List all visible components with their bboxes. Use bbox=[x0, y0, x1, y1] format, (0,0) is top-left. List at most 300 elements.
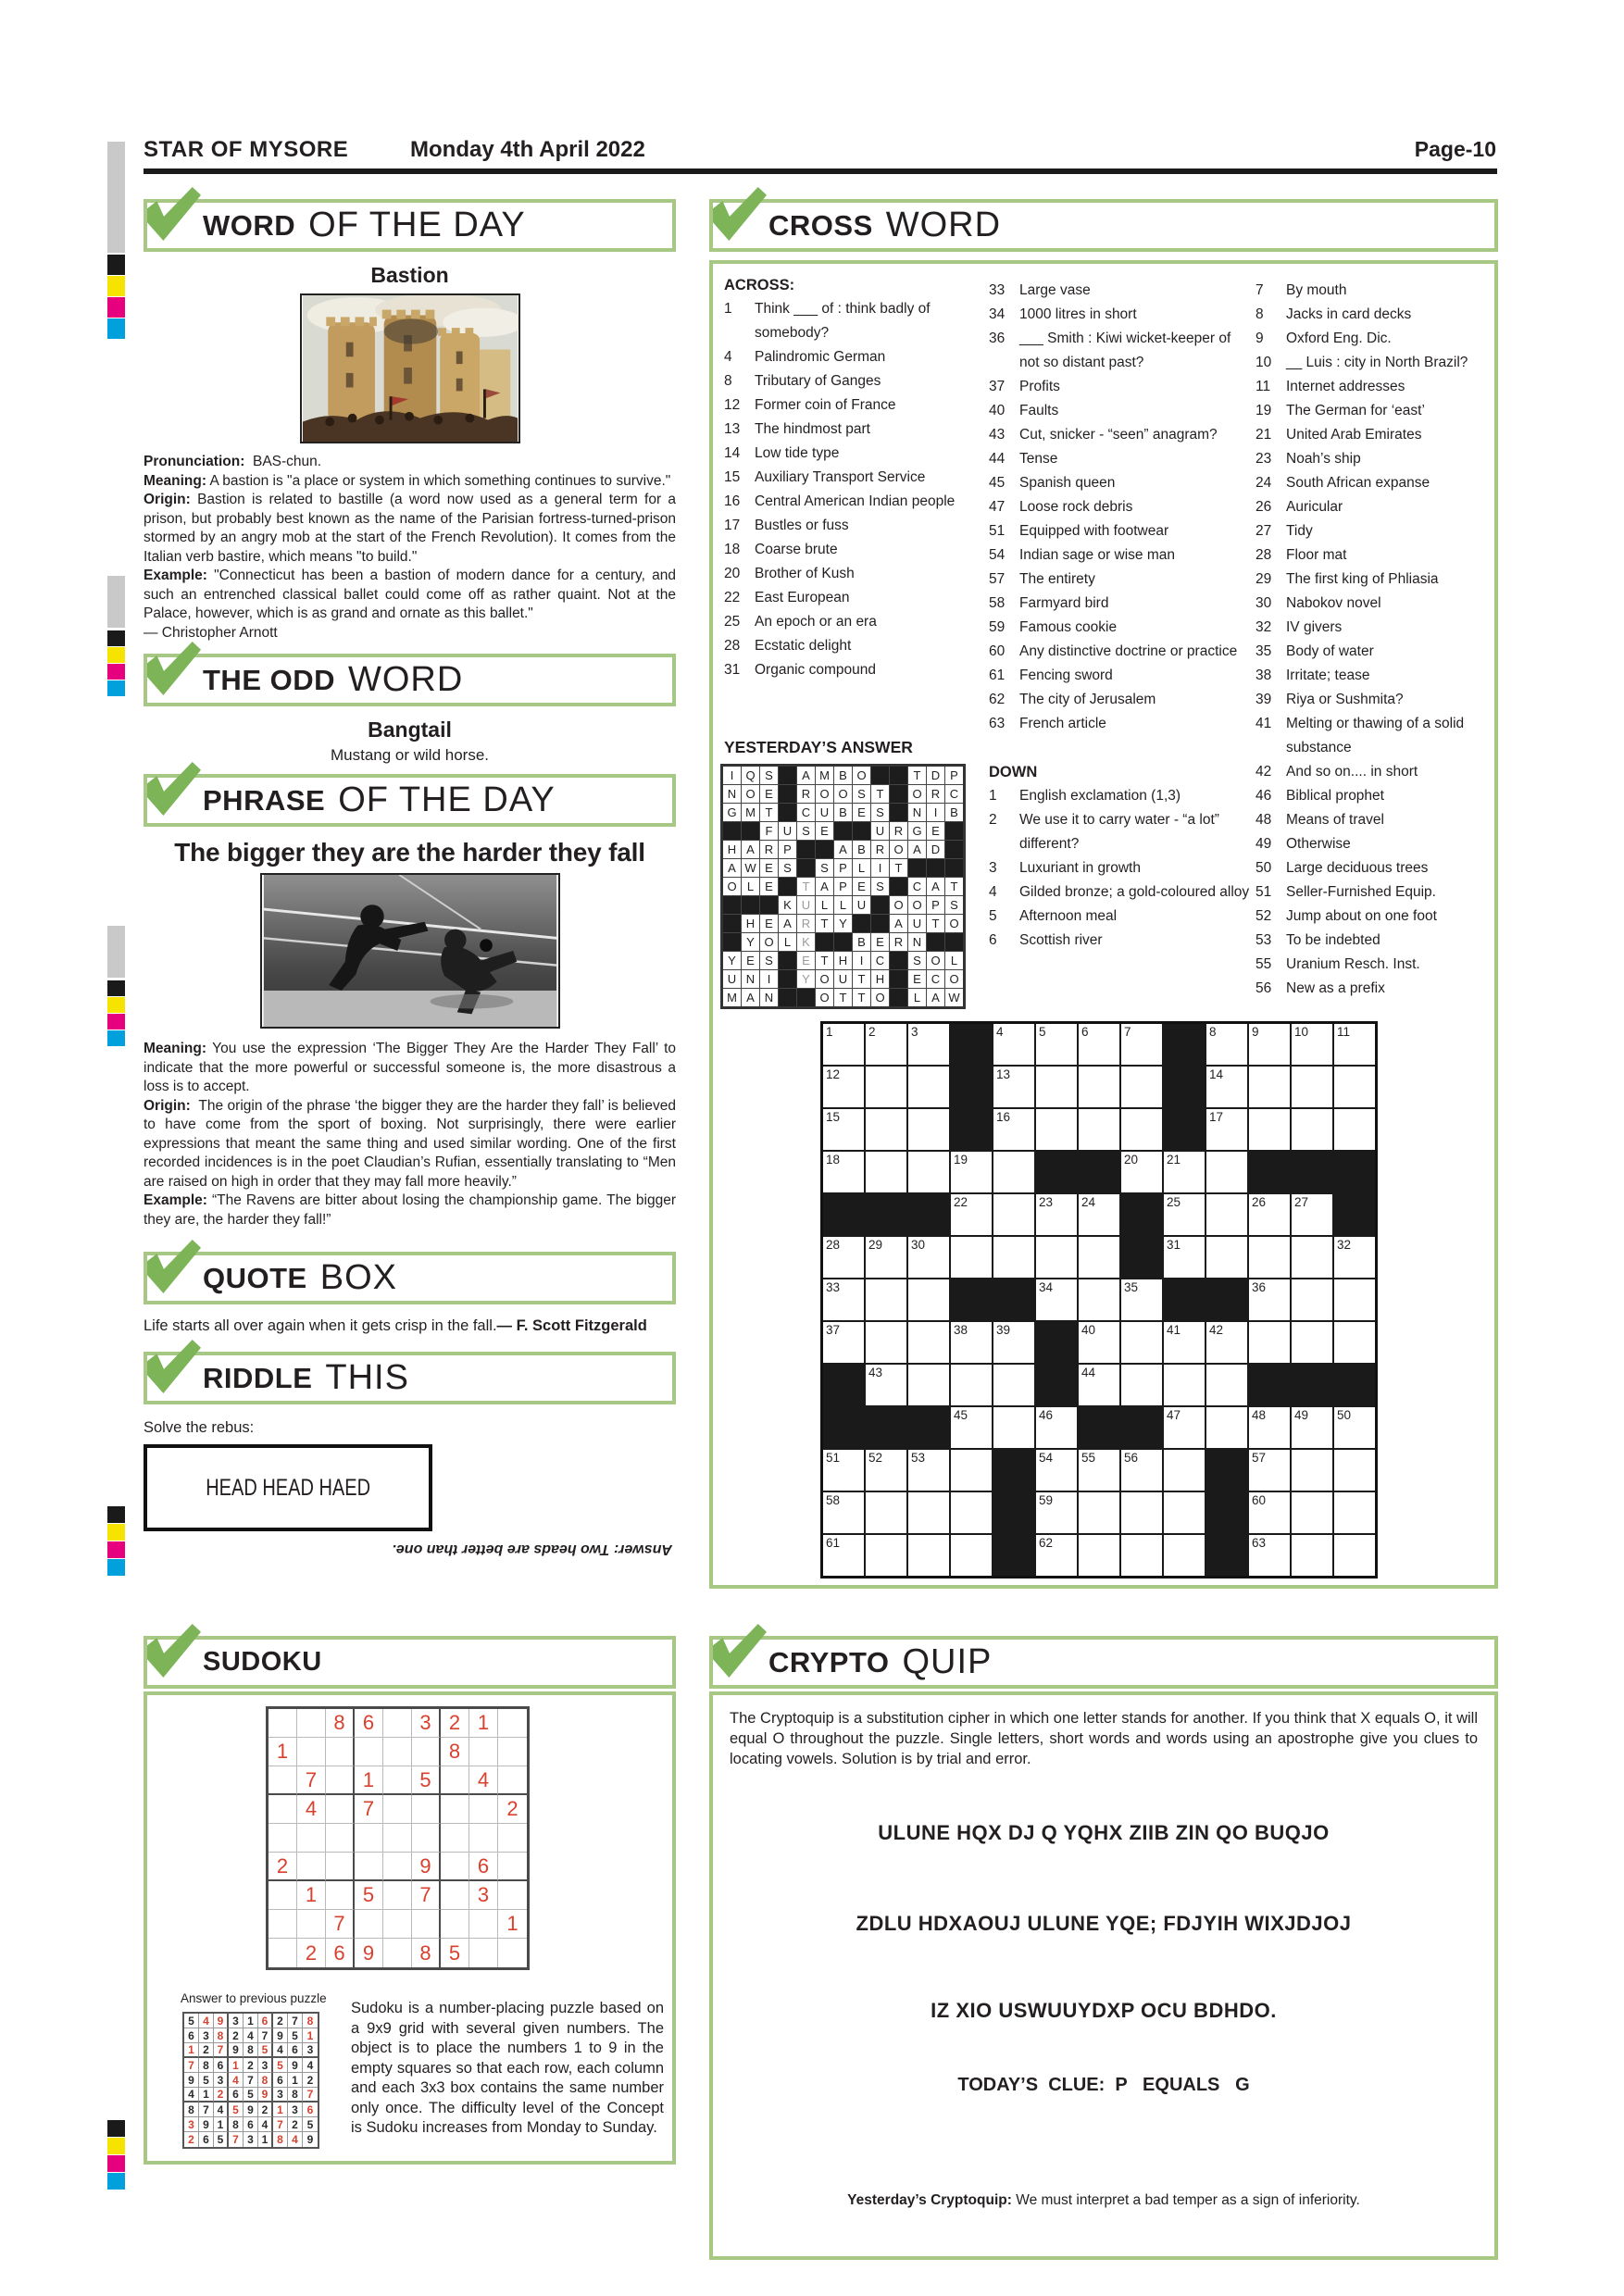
crossword-cell bbox=[993, 1194, 1034, 1235]
clue-text: Coarse brute bbox=[755, 542, 838, 557]
sudoku-cell: 4 bbox=[297, 1795, 326, 1824]
issue-date: Monday 4th April 2022 bbox=[410, 137, 645, 162]
crossword-clue bbox=[1255, 303, 1493, 327]
crossword-cell-number: 49 bbox=[1294, 1408, 1309, 1422]
crossword-cell bbox=[908, 1279, 949, 1320]
yesterday-answer-cell: H bbox=[871, 970, 889, 988]
crossword-cell bbox=[1036, 1322, 1077, 1363]
yesterday-answer-cell: T bbox=[890, 859, 907, 877]
clue-number: 22 bbox=[724, 590, 741, 605]
crossword-cell bbox=[823, 1237, 864, 1278]
clue-number: 6 bbox=[989, 932, 997, 948]
clue-number: 7 bbox=[1255, 282, 1264, 298]
crossword-cell-number: 23 bbox=[1039, 1195, 1054, 1209]
crossword-cell bbox=[1292, 1109, 1332, 1150]
yesterday-answer-cell: T bbox=[816, 952, 833, 969]
crossword-clue bbox=[989, 423, 1250, 447]
clue-text: Oxford Eng. Dic. bbox=[1286, 331, 1392, 346]
sudoku-cell: 3 bbox=[273, 2088, 288, 2103]
crossword-cell bbox=[1164, 1535, 1205, 1576]
sudoku-cell: 9 bbox=[214, 2014, 229, 2028]
sudoku-cell: 7 bbox=[288, 2014, 303, 2028]
clue-number: 58 bbox=[989, 595, 1006, 611]
yesterday-answer-cell: U bbox=[834, 970, 852, 988]
clue-text: The city of Jerusalem bbox=[1019, 692, 1156, 707]
clue-text: Internet addresses bbox=[1286, 379, 1405, 394]
paper-name: STAR OF MYSORE bbox=[144, 137, 349, 162]
crossword-clue bbox=[1255, 447, 1493, 471]
crossword-cell-number: 33 bbox=[826, 1280, 841, 1294]
crossword-cell bbox=[1334, 1109, 1375, 1150]
crossword-cell bbox=[866, 1492, 906, 1533]
yesterday-answer-cell: C bbox=[945, 785, 963, 803]
crossword-cell bbox=[1164, 1322, 1205, 1363]
crossword-cell bbox=[908, 1067, 949, 1107]
clue-text: Bustles or fuss bbox=[755, 518, 849, 533]
yesterday-answer-cell: A bbox=[779, 915, 796, 932]
clue-number: 56 bbox=[1255, 980, 1272, 996]
crossword-cell-number: 12 bbox=[826, 1067, 841, 1081]
crossword-cell-number: 26 bbox=[1252, 1195, 1267, 1209]
yesterday-answer-cell: D bbox=[927, 767, 944, 784]
sudoku-cell: 1 bbox=[258, 2132, 273, 2147]
clue-number: 59 bbox=[989, 619, 1006, 635]
meaning-text: A bastion is "a place or system in which something continues to survive." bbox=[209, 472, 671, 489]
clue-text: Tense bbox=[1019, 451, 1058, 467]
yesterday-answer-cell: O bbox=[760, 933, 778, 951]
clue-text: Indian sage or wise man bbox=[1019, 547, 1176, 563]
crossword-cell bbox=[1249, 1152, 1290, 1192]
crossword-clue bbox=[724, 610, 980, 634]
crossword-cell-number: 4 bbox=[996, 1025, 1004, 1039]
crossword-cell bbox=[993, 1407, 1034, 1448]
sudoku-cell: 5 bbox=[355, 1881, 383, 1910]
sudoku-cell: 3 bbox=[244, 2132, 258, 2147]
yesterday-answer-cell: O bbox=[834, 785, 852, 803]
sudoku-cell: 5 bbox=[199, 2073, 214, 2088]
yesterday-answer-cell: A bbox=[927, 878, 944, 895]
example-text: “The Ravens are bitter about losing the championship game. The bigger they are, the harder they fall!” bbox=[144, 1192, 677, 1228]
odd-word-definition: Mustang or wild horse. bbox=[330, 746, 490, 764]
section-title-bold: PHRASE bbox=[203, 783, 326, 817]
crossword-cell bbox=[908, 1492, 949, 1533]
crossword-cell bbox=[1206, 1024, 1247, 1065]
crossword-cell bbox=[1292, 1407, 1332, 1448]
sudoku-cell: 7 bbox=[273, 2117, 288, 2132]
crossword-cell bbox=[1164, 1024, 1205, 1065]
crossword-cell bbox=[908, 1535, 949, 1576]
quote-body: Life starts all over again when it gets crisp in the fall. bbox=[144, 1317, 497, 1334]
crossword-clue bbox=[1255, 712, 1493, 760]
sudoku-cell: 6 bbox=[244, 2117, 258, 2132]
crossword-cell-number: 59 bbox=[1039, 1493, 1054, 1507]
crossword-cell bbox=[1292, 1535, 1332, 1576]
crossword-cell bbox=[866, 1535, 906, 1576]
crossword-cell bbox=[951, 1152, 992, 1192]
crossword-cell bbox=[1334, 1492, 1375, 1533]
crossword-cell bbox=[1249, 1194, 1290, 1235]
crossword-cell-number: 61 bbox=[826, 1536, 841, 1550]
crossword-cell bbox=[908, 1237, 949, 1278]
sudoku-cell: 3 bbox=[184, 2117, 199, 2132]
sudoku-cell: 2 bbox=[258, 2103, 273, 2117]
crossword-cell-number: 48 bbox=[1252, 1408, 1267, 1422]
section-title-light: BOX bbox=[319, 1258, 397, 1297]
crossword-cell bbox=[866, 1237, 906, 1278]
boxing-photo-image bbox=[260, 873, 560, 1029]
yesterday-answer-cell: S bbox=[760, 952, 778, 969]
crossword-cell-number: 32 bbox=[1337, 1238, 1352, 1252]
sudoku-cell bbox=[297, 1853, 326, 1881]
crossword-cell bbox=[993, 1279, 1034, 1320]
crossword-cell-number: 5 bbox=[1039, 1025, 1046, 1039]
clue-text: Former coin of France bbox=[755, 397, 896, 413]
sudoku-cell: 8 bbox=[199, 2058, 214, 2073]
sudoku-cell: 5 bbox=[244, 2088, 258, 2103]
crossword-cell bbox=[823, 1492, 864, 1533]
yesterday-answer-cell: N bbox=[908, 933, 926, 951]
crossword-cell-number: 15 bbox=[826, 1110, 841, 1124]
clue-number: 15 bbox=[724, 469, 741, 485]
yesterday-answer-cell: P bbox=[927, 896, 944, 914]
clue-number: 49 bbox=[1255, 836, 1272, 852]
crossword-clue bbox=[1255, 375, 1493, 399]
sudoku-cell bbox=[469, 1910, 498, 1939]
sudoku-cell bbox=[469, 1795, 498, 1824]
crossword-cell bbox=[1079, 1237, 1119, 1278]
left-column bbox=[144, 199, 676, 1557]
clue-text: __ Luis : city in North Brazil? bbox=[1286, 355, 1468, 370]
crossword-cell-number: 60 bbox=[1252, 1493, 1267, 1507]
crossword-cell bbox=[1292, 1492, 1332, 1533]
clue-number: 9 bbox=[1255, 331, 1264, 346]
clue-text: And so on.... in short bbox=[1286, 764, 1418, 780]
yesterday-answer-cell: S bbox=[779, 859, 796, 877]
clue-number: 14 bbox=[724, 445, 741, 461]
crossword-cell bbox=[1206, 1109, 1247, 1150]
word-of-day-word: Bastion bbox=[370, 263, 449, 287]
yesterday-answer-cell: P bbox=[779, 841, 796, 858]
yesterday-answer-cell: T bbox=[945, 878, 963, 895]
section-title-bold: THE ODD bbox=[203, 663, 335, 696]
yesterday-answer-cell: A bbox=[890, 915, 907, 932]
crossword-cell bbox=[823, 1067, 864, 1107]
crossword-cell bbox=[993, 1152, 1034, 1192]
crossword-cell bbox=[823, 1194, 864, 1235]
yesterday-answer-cell: G bbox=[908, 822, 926, 840]
yesterday-answer-cell: A bbox=[723, 859, 741, 877]
sudoku-cell bbox=[326, 1795, 355, 1824]
cryptoquip-yesterday-label: Yesterday’s Cryptoquip: bbox=[847, 2192, 1012, 2208]
crossword-clue bbox=[1255, 688, 1493, 712]
crossword-clue bbox=[989, 880, 1250, 905]
sudoku-cell bbox=[412, 1910, 441, 1939]
clue-number: 61 bbox=[989, 668, 1006, 683]
yesterday-answer-cell bbox=[871, 896, 889, 914]
crossword-clue bbox=[989, 471, 1250, 495]
print-calibration-bar bbox=[107, 2120, 125, 2137]
crossword-cell-number: 51 bbox=[826, 1451, 841, 1465]
yesterday-answer-cell bbox=[742, 822, 759, 840]
yesterday-answer-cell: U bbox=[779, 822, 796, 840]
clue-text: Spanish queen bbox=[1019, 475, 1116, 491]
cryptoquip-yesterday bbox=[713, 2192, 1494, 2209]
clue-text: Low tide type bbox=[755, 445, 840, 461]
crossword-cell bbox=[1334, 1535, 1375, 1576]
sudoku-cell: 7 bbox=[229, 2132, 244, 2147]
crossword-cell bbox=[823, 1450, 864, 1491]
crossword-cell-number: 8 bbox=[1209, 1025, 1217, 1039]
sudoku-cell bbox=[441, 1766, 469, 1795]
clue-number: 1 bbox=[989, 788, 997, 804]
sudoku-cell: 2 bbox=[303, 2073, 318, 2088]
sudoku-cell: 8 bbox=[303, 2014, 318, 2028]
yesterday-answer-cell: E bbox=[927, 822, 944, 840]
sudoku-cell: 1 bbox=[269, 1738, 297, 1766]
crossword-clue bbox=[989, 664, 1250, 688]
sudoku-cell: 1 bbox=[229, 2058, 244, 2073]
clue-text: Gilded bronze; a gold-coloured alloy bbox=[1019, 884, 1250, 900]
sudoku-cell: 8 bbox=[214, 2028, 229, 2043]
origin-label: Origin: bbox=[144, 492, 191, 507]
crossword-cell bbox=[1079, 1535, 1119, 1576]
crossword-cell bbox=[866, 1450, 906, 1491]
crossword-clue bbox=[1255, 977, 1493, 1001]
crossword-clue bbox=[724, 490, 980, 514]
clue-text: Think ___ of : think badly of somebody? bbox=[755, 301, 931, 341]
sudoku-cell bbox=[498, 1738, 527, 1766]
sudoku-cell bbox=[383, 1939, 412, 1967]
sudoku-cell bbox=[469, 1824, 498, 1853]
clue-number: 8 bbox=[1255, 306, 1264, 322]
crossword-cell-number: 9 bbox=[1252, 1025, 1259, 1039]
crossword-cell-number: 63 bbox=[1252, 1536, 1267, 1550]
print-calibration-bar bbox=[107, 926, 125, 978]
yesterday-answer-cell: Y bbox=[797, 970, 815, 988]
clue-text: Noah’s ship bbox=[1286, 451, 1361, 467]
origin-text: The origin of the phrase ‘the bigger they are the harder they fall’ is believed to have come from the sport of boxing. Not surprisingly, there were earlier expressions that meant the same thing and used similar wording. One of the first recorded incidences is in the poet Claudian’s Rufian, essentially translating to “Men are raised on high in order that they may fall more heavily.” bbox=[144, 1097, 676, 1190]
crossword-cell bbox=[1036, 1535, 1077, 1576]
down-clue-list bbox=[1255, 279, 1493, 1001]
yesterday-answer-cell: P bbox=[834, 859, 852, 877]
yesterday-answer-cell: F bbox=[760, 822, 778, 840]
across-clues-column-2 bbox=[989, 279, 1250, 953]
crossword-header bbox=[709, 199, 1498, 252]
yesterday-answer-cell: T bbox=[908, 767, 926, 784]
print-calibration-bar bbox=[107, 142, 125, 253]
yesterday-answer-cell: L bbox=[779, 933, 796, 951]
crossword-clue bbox=[724, 393, 980, 418]
clue-text: An epoch or an era bbox=[755, 614, 877, 630]
sudoku-cell bbox=[355, 1738, 383, 1766]
quote-box-header bbox=[144, 1252, 676, 1304]
yesterday-answer-cell: T bbox=[760, 804, 778, 821]
crossword-cell bbox=[866, 1109, 906, 1150]
crossword-cell bbox=[951, 1067, 992, 1107]
crossword-cell-number: 22 bbox=[954, 1195, 968, 1209]
clue-text: Means of travel bbox=[1286, 812, 1384, 828]
yesterday-answer-cell: Q bbox=[742, 767, 759, 784]
clue-number: 1 bbox=[724, 301, 732, 317]
crossword-cell bbox=[1249, 1067, 1290, 1107]
yesterday-answer-cell bbox=[927, 933, 944, 951]
crossword-cell-number: 38 bbox=[954, 1323, 968, 1337]
yesterday-answer-cell: R bbox=[760, 841, 778, 858]
bastille-painting-image bbox=[300, 293, 520, 443]
sudoku-cell: 8 bbox=[326, 1709, 355, 1738]
crossword-clue bbox=[1255, 423, 1493, 447]
yesterday-answer-cell: L bbox=[853, 859, 870, 877]
clue-text: South African expanse bbox=[1286, 475, 1430, 491]
yesterday-answer-cell bbox=[779, 989, 796, 1006]
clue-number: 44 bbox=[989, 451, 1006, 467]
yesterday-answer-cell: G bbox=[723, 804, 741, 821]
crossword-cell-number: 1 bbox=[826, 1025, 833, 1039]
crossword-cell-number: 36 bbox=[1252, 1280, 1267, 1294]
sudoku-cell: 8 bbox=[258, 2073, 273, 2088]
crossword-cell bbox=[1206, 1322, 1247, 1363]
yesterday-answer-cell: B bbox=[834, 767, 852, 784]
clue-text: Faults bbox=[1019, 403, 1059, 418]
yesterdays-answer-grid bbox=[720, 764, 966, 1009]
crossword-cell bbox=[1292, 1450, 1332, 1491]
yesterday-answer-cell: T bbox=[853, 989, 870, 1006]
sudoku-cell: 6 bbox=[199, 2132, 214, 2147]
crossword-clue bbox=[1255, 760, 1493, 784]
clue-text: Auricular bbox=[1286, 499, 1343, 515]
clue-number: 21 bbox=[1255, 427, 1272, 443]
sudoku-cell: 7 bbox=[412, 1881, 441, 1910]
sudoku-cell: 9 bbox=[355, 1939, 383, 1967]
sudoku-cell: 3 bbox=[288, 2103, 303, 2117]
corner-flag-icon bbox=[145, 1340, 203, 1393]
crossword-cell bbox=[1334, 1407, 1375, 1448]
sudoku-cell: 4 bbox=[273, 2043, 288, 2058]
crossword-cell bbox=[1292, 1279, 1332, 1320]
print-calibration-bar bbox=[107, 1014, 125, 1029]
corner-flag-icon bbox=[145, 642, 203, 695]
crossword-cell bbox=[866, 1407, 906, 1448]
sudoku-cell: 6 bbox=[288, 2043, 303, 2058]
yesterday-answer-cell: O bbox=[945, 915, 963, 932]
print-calibration-bar bbox=[107, 980, 125, 996]
clue-text: Large deciduous trees bbox=[1286, 860, 1429, 876]
yesterday-answer-cell: S bbox=[908, 952, 926, 969]
crossword-cell-number: 56 bbox=[1124, 1451, 1139, 1465]
crossword-cell bbox=[1292, 1194, 1332, 1235]
yesterday-answer-cell: I bbox=[853, 952, 870, 969]
crossword-clue bbox=[1255, 519, 1493, 543]
crossword-clue bbox=[1255, 351, 1493, 375]
yesterday-answer-cell: H bbox=[834, 952, 852, 969]
clue-text: Farmyard bird bbox=[1019, 595, 1109, 611]
crossword-clue bbox=[989, 808, 1250, 856]
crossword-cell bbox=[1079, 1322, 1119, 1363]
sudoku-cell: 1 bbox=[244, 2014, 258, 2028]
yesterday-answer-cell: E bbox=[760, 785, 778, 803]
crossword-cell-number: 52 bbox=[868, 1451, 883, 1465]
crossword-cell bbox=[1079, 1194, 1119, 1235]
origin-label: Origin: bbox=[144, 1097, 191, 1114]
crossword-cell-number: 11 bbox=[1337, 1025, 1351, 1039]
clue-text: Brother of Kush bbox=[755, 566, 855, 581]
sudoku-cell: 2 bbox=[214, 2088, 229, 2103]
crossword-cell bbox=[1164, 1152, 1205, 1192]
crossword-cell-number: 31 bbox=[1167, 1238, 1181, 1252]
clue-text: Any distinctive doctrine or practice bbox=[1019, 643, 1238, 659]
yesterday-answer-cell bbox=[871, 767, 889, 784]
crossword-cell-number: 17 bbox=[1209, 1110, 1224, 1124]
yesterday-answer-cell: A bbox=[742, 841, 759, 858]
crossword-cell bbox=[993, 1492, 1034, 1533]
clue-number: 19 bbox=[1255, 403, 1272, 418]
sudoku-answer-grid bbox=[182, 2012, 319, 2149]
clue-text: IV givers bbox=[1286, 619, 1343, 635]
crossword-cell-number: 47 bbox=[1167, 1408, 1181, 1422]
crossword-cell-number: 35 bbox=[1124, 1280, 1139, 1294]
clue-number: 38 bbox=[1255, 668, 1272, 683]
yesterday-answer-cell: E bbox=[853, 804, 870, 821]
sudoku-cell bbox=[498, 1766, 527, 1795]
crossword-cell bbox=[1079, 1109, 1119, 1150]
sudoku-cell: 1 bbox=[184, 2043, 199, 2058]
crossword-clue bbox=[1255, 929, 1493, 953]
sudoku-cell bbox=[469, 1738, 498, 1766]
crossword-cell bbox=[1036, 1450, 1077, 1491]
crossword-clue bbox=[724, 538, 980, 562]
sudoku-cell bbox=[326, 1738, 355, 1766]
yesterday-answer-cell bbox=[723, 822, 741, 840]
yesterday-answer-cell: B bbox=[834, 804, 852, 821]
crossword-cell bbox=[1079, 1024, 1119, 1065]
crossword-cell-number: 41 bbox=[1167, 1323, 1181, 1337]
crossword-clue bbox=[724, 418, 980, 442]
sudoku-cell: 6 bbox=[184, 2028, 199, 2043]
clue-number: 28 bbox=[724, 638, 741, 654]
yesterday-answer-cell: U bbox=[871, 822, 889, 840]
yesterday-answer-cell: O bbox=[908, 785, 926, 803]
crossword-cell bbox=[908, 1322, 949, 1363]
cryptoquip-clue: TODAY’S CLUE: P EQUALS G bbox=[957, 2075, 1250, 2095]
yesterday-answer-cell: M bbox=[742, 804, 759, 821]
sudoku-cell bbox=[269, 1939, 297, 1967]
crossword-cell bbox=[1036, 1492, 1077, 1533]
clue-number: 62 bbox=[989, 692, 1006, 707]
sudoku-cell: 6 bbox=[469, 1853, 498, 1881]
yesterday-answer-cell: S bbox=[797, 822, 815, 840]
crossword-cell bbox=[1036, 1067, 1077, 1107]
crossword-clue bbox=[989, 929, 1250, 953]
sudoku-cell: 8 bbox=[273, 2132, 288, 2147]
yesterday-answer-cell: A bbox=[927, 989, 944, 1006]
crossword-cell-number: 13 bbox=[996, 1067, 1011, 1081]
yesterday-answer-cell: R bbox=[890, 933, 907, 951]
section-title-light: WORD bbox=[348, 660, 464, 699]
crossword-clue bbox=[1255, 784, 1493, 808]
sudoku-cell bbox=[412, 1795, 441, 1824]
yesterday-answer-cell: Y bbox=[834, 915, 852, 932]
yesterday-answer-cell: O bbox=[871, 989, 889, 1006]
crossword-cell-number: 27 bbox=[1294, 1195, 1309, 1209]
crossword-cell bbox=[866, 1067, 906, 1107]
crossword-cell bbox=[1249, 1109, 1290, 1150]
crossword-clue bbox=[724, 586, 980, 610]
yesterday-answer-cell: T bbox=[927, 915, 944, 932]
sudoku-cell: 6 bbox=[214, 2058, 229, 2073]
crossword-cell bbox=[1334, 1194, 1375, 1235]
clue-text: French article bbox=[1019, 716, 1106, 731]
crossword-cell bbox=[908, 1109, 949, 1150]
